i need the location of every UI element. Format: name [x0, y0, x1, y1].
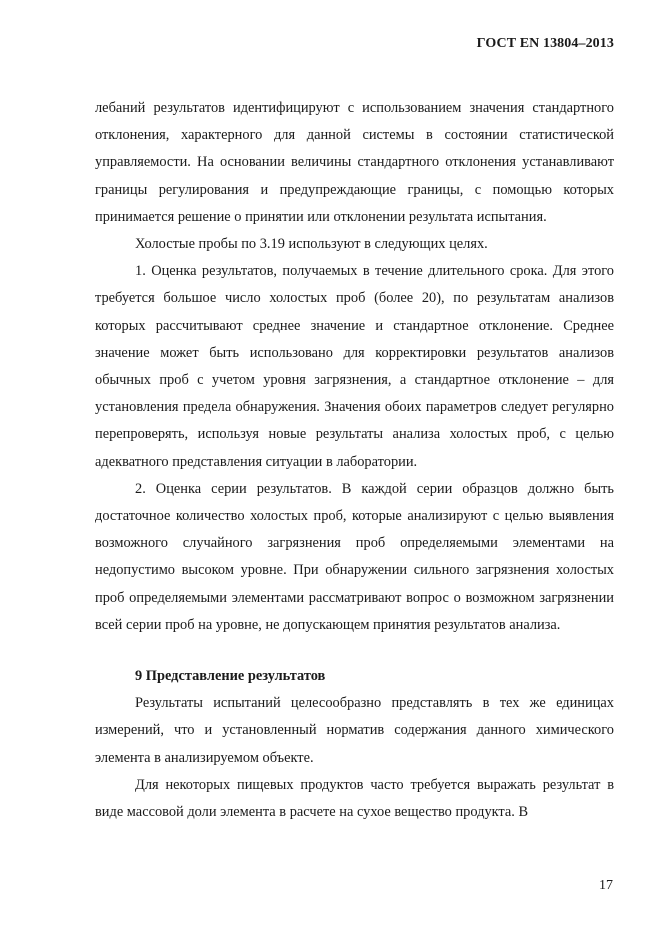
paragraph-item-1: 1. Оценка результатов, получаемых в течение длительного срока. Для этого требуется большое число холостых проб (более 20), по результатам анализов которых рассчитывают среднее значение и стандартное отклонение. Среднее значение может быть использовано для корректировки результатов анализов обычных проб с учетом уровня загрязнения, а стандартное отклонение – для установления предела обнаружения. Значения обоих параметров следует регулярно перепроверять, используя новые результаты анализа холостых проб, с целью адекватного представления ситуации в лаборатории. [95, 263, 614, 470]
body-text [95, 95, 614, 826]
standard-header: ГОСТ EN 13804–2013 [476, 36, 614, 51]
paragraph-dry-matter: Для некоторых пищевых продуктов часто требуется выражать результат в виде массовой доли элемента в расчете на сухое вещество продукта. В [95, 776, 614, 821]
paragraph-blank-samples: Холостые пробы по 3.19 используют в следующих целях. [135, 236, 488, 253]
section-heading: 9 Представление результатов [135, 668, 326, 685]
paragraph-results-units: Результаты испытаний целесообразно представлять в тех же единицах измерений, что и установленный норматив содержания данного химического элемента в анализируемом объекте. [95, 695, 614, 766]
page-number: 17 [599, 878, 613, 893]
paragraph-continuation: лебаний результатов идентифицируют с использованием значения стандартного отклонения, характерного для данной системы в состоянии статистической управляемости. На основании величины стандартного отклонения устанавливают границы регулирования и предупреждающие границы, с помощью которых принимается решение о принятии или отклонении результата испытания. [95, 100, 614, 225]
paragraph-item-2: 2. Оценка серии результатов. В каждой серии образцов должно быть достаточное количество холостых проб, которые анализируют с целью выявления возможного случайного загрязнения проб определяемыми элементами на недопустимо высоком уровне. При обнаружении сильного загрязнения холостых проб определяемыми элементами рассматривают вопрос о возможном загрязнении всей серии проб на уровне, не допускающем принятия результатов анализа. [95, 480, 614, 633]
